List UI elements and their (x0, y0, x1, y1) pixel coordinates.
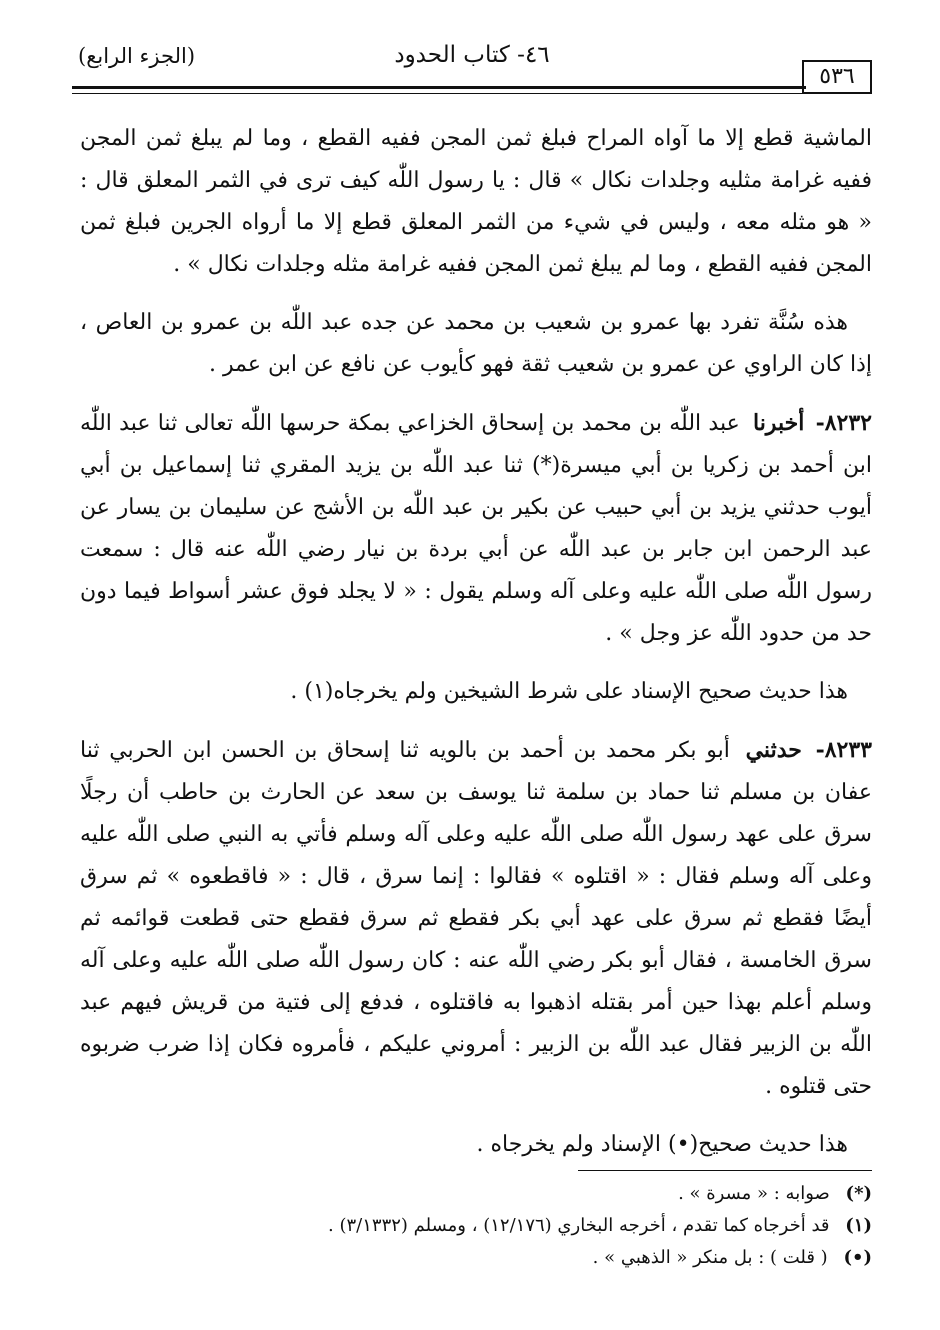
footnote-text: صوابه : « مسرة » . (678, 1183, 830, 1204)
footnote-mark: (*) (845, 1183, 872, 1204)
hadith-lead-word: حدثني (745, 737, 802, 763)
volume-label: (الجزء الرابع) (78, 44, 196, 68)
hadith-grading (80, 1124, 872, 1166)
footnote-text: ( قلت ) : بل منكر « الذهبي » . (592, 1247, 828, 1268)
page-header (72, 40, 872, 100)
page-number: ٥٣٦ (802, 60, 872, 94)
paragraph-text: هذه سُنَّة تفرد بها عمرو بن شعيب بن محمد عن جده عبد اللّٰه بن عمرو بن العاص ، إذا كان الراوي عن عمرو بن شعيب ثقة فهو كأيوب عن نافع عن ابن عمر . (80, 310, 872, 377)
header-rule-thin (72, 93, 806, 94)
footnote (80, 1210, 872, 1242)
hadith-text: أبو بكر محمد بن أحمد بن بالويه ثنا إسحاق بن الحسن ابن الحربي ثنا عفان بن مسلم ثنا حماد بن سلمة ثنا يوسف بن سعد عن الحارث بن حاطب أن رجلًا سرق على عهد رسول اللّٰه صلى اللّٰه عليه وعلى آله وسلم فأتي به النبي صلى اللّٰه عليه وعلى آله وسلم فقال : « اقتلوه » فقالوا : إنما سرق ، قال : « فاقطعوه » ثم سرق أيضًا فقطع ثم سرق على عهد أبي بكر فقطع ثم سرق فقطع حتى قطعت قوائمه ثم سرق الخامسة ، فقال أبو بكر رضي اللّٰه عنه : كان رسول اللّٰه صلى اللّٰه عليه وعلى آله وسلم أعلم بهذا حين أمر بقتله اذهبوا به فاقتلوه ، فدفع إلى فتية من قريش فيهم عبد اللّٰه بن الزبير فقال عبد اللّٰه بن الزبير : أمروني عليكم ، فأمروه فكان إذا ضرب ضربوه حتى قتلوه . (80, 738, 872, 1099)
chapter-title: ٤٦- كتاب الحدود (394, 42, 550, 68)
footnote (80, 1242, 872, 1274)
header-rule-thick (72, 86, 806, 89)
footnote (80, 1178, 872, 1210)
hadith-lead-word: أخبرنا (752, 410, 805, 436)
hadith-grading (80, 671, 872, 713)
paragraph (80, 118, 872, 286)
footnote-text: قد أخرجاه كما تقدم ، أخرجه البخاري (١٢/١٧٦) ، ومسلم (٣/١٣٣٢) . (328, 1215, 830, 1236)
paragraph (80, 302, 872, 386)
footnote-mark: (•) (843, 1247, 872, 1268)
hadith-number: ٨٢٣٢- (815, 410, 872, 436)
main-text (80, 118, 872, 1182)
footnotes (80, 1178, 872, 1274)
hadith-number: ٨٢٣٣- (815, 737, 872, 763)
footnote-mark: (١) (845, 1215, 872, 1236)
hadith-text: عبد اللّٰه بن محمد بن إسحاق الخزاعي بمكة حرسها اللّٰه تعالى ثنا عبد اللّٰه ابن أحمد بن زكريا بن أبي ميسرة(*) ثنا عبد اللّٰه بن يزيد المقري ثنا إسماعيل بن أبي أيوب حدثني يزيد بن أبي حبيب عن بكير بن عبد اللّٰه بن الأشج عن سليمان بن يسار عن عبد الرحمن ابن جابر بن عبد اللّٰه عن أبي بردة بن نيار رضي اللّٰه عنه قال : سمعت رسول اللّٰه صلى اللّٰه عليه وعلى آله وسلم يقول : « لا يجلد فوق عشر أسواط فيما دون حد من حدود اللّٰه عز وجل » . (80, 411, 872, 646)
footnote-separator (578, 1170, 872, 1171)
hadith-8233 (80, 729, 872, 1108)
paragraph-text: الماشية قطع إلا ما آواه المراح فبلغ ثمن المجن ففيه القطع ، وما لم يبلغ ثمن المجن ففيه غرامة مثليه وجلدات نكال » قال : يا رسول اللّٰه كيف ترى في الثمر المعلق قال : « هو مثله معه ، وليس في شيء من الثمر المعلق قطع إلا ما أرواه الجرين فبلغ ثمن المجن ففيه القطع ، وما لم يبلغ ثمن المجن ففيه غرامة مثله وجلدات نكال » . (80, 126, 872, 277)
hadith-8232 (80, 402, 872, 655)
paragraph-text: هذا حديث صحيح الإسناد على شرط الشيخين ولم يخرجاه(١) . (290, 679, 848, 704)
paragraph-text: هذا حديث صحيح(•) الإسناد ولم يخرجاه . (476, 1132, 848, 1157)
